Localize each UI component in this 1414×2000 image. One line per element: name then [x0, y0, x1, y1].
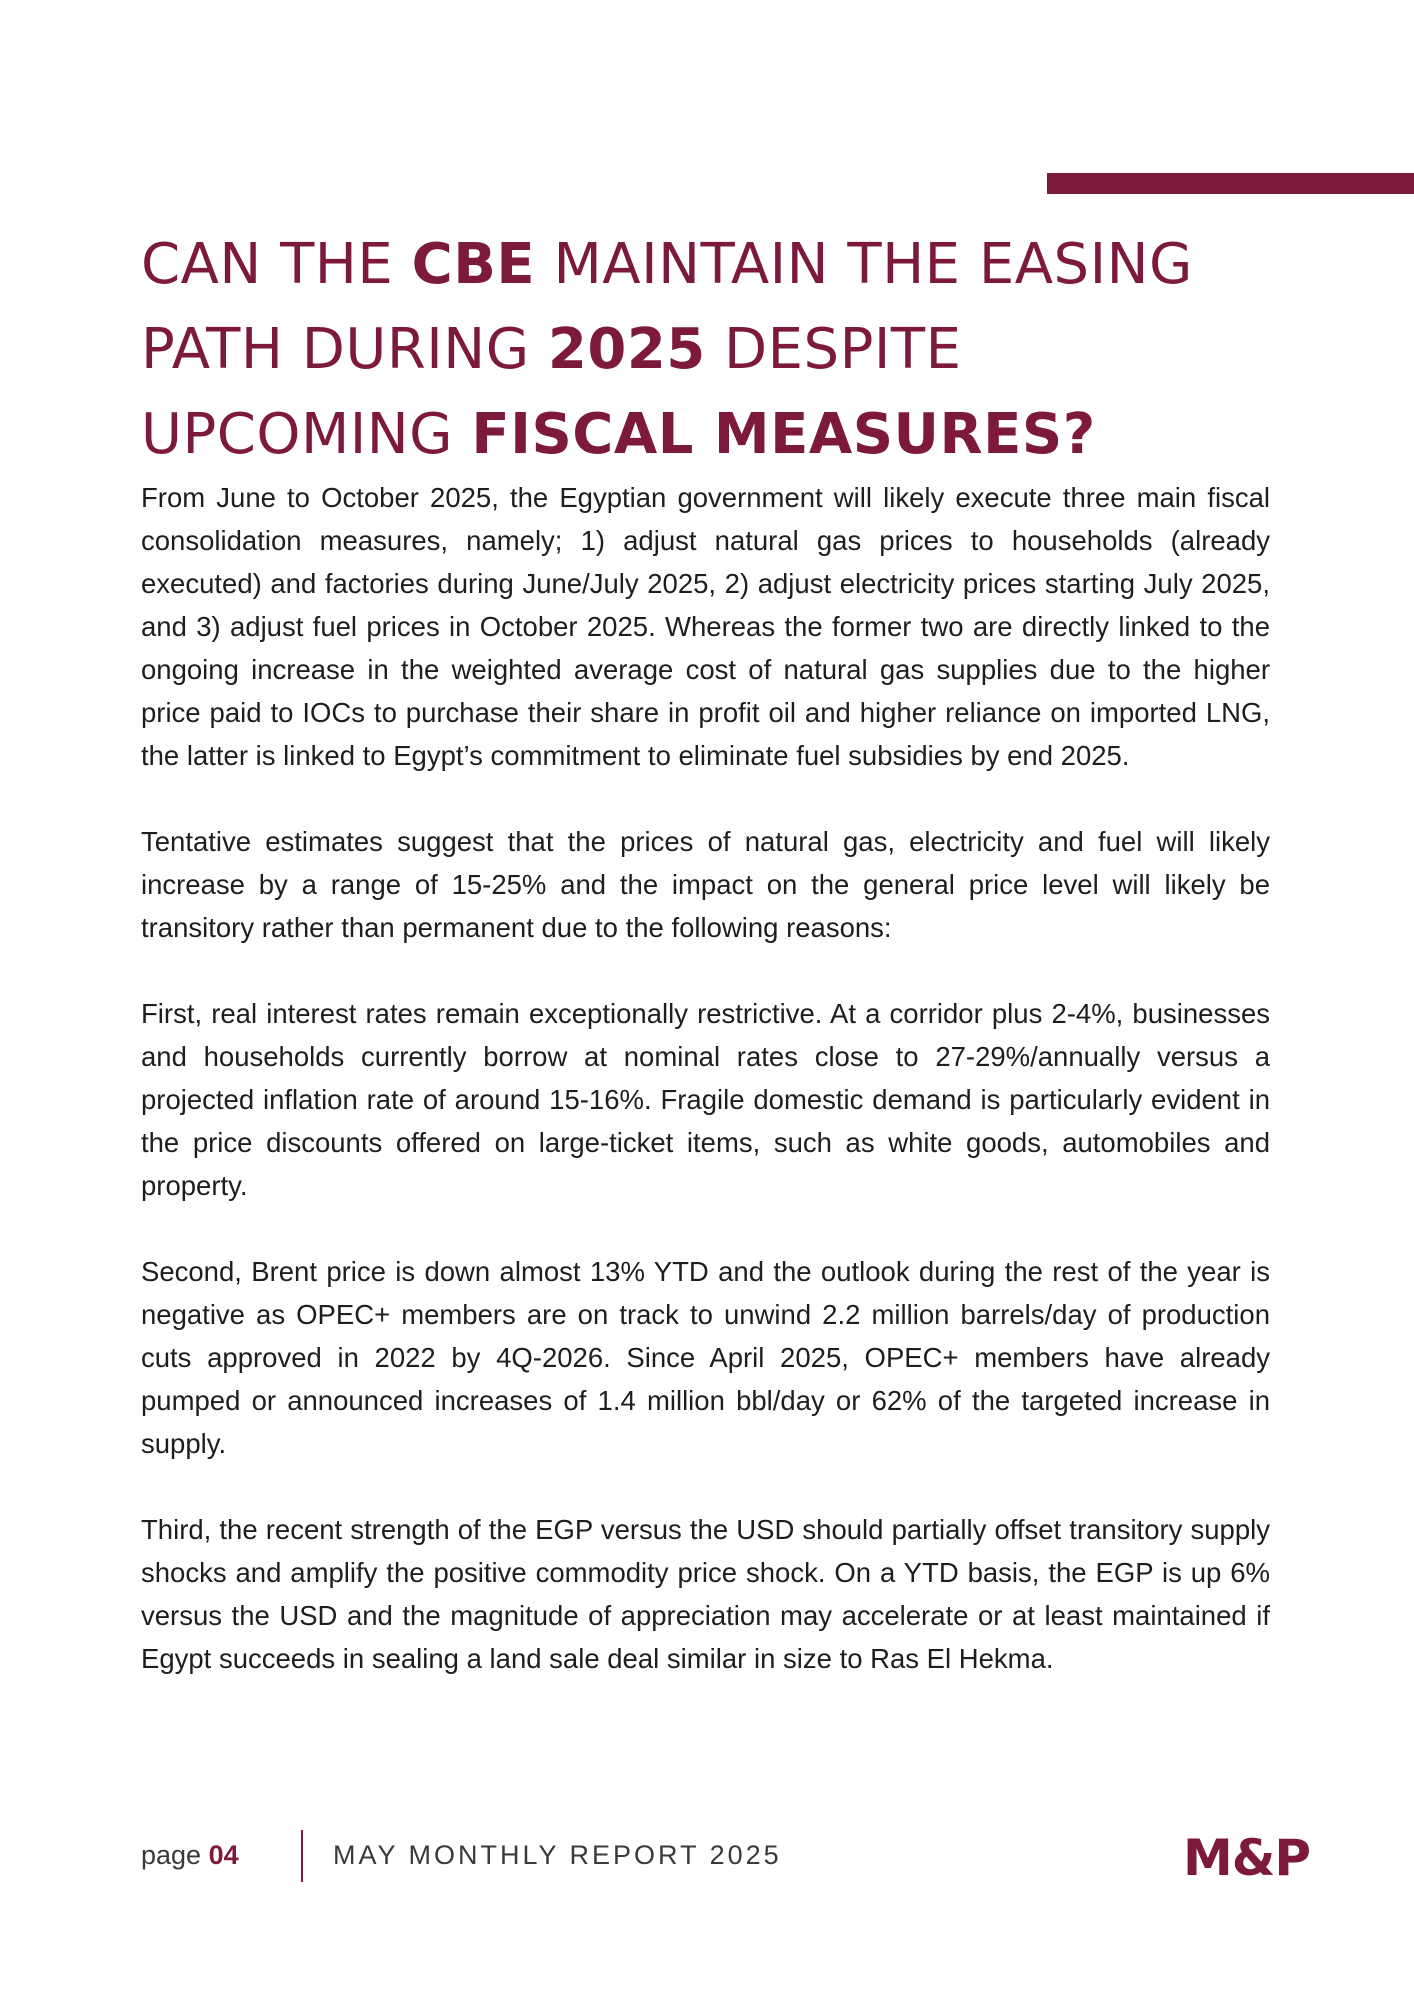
title-bold-cbe: CBE [411, 232, 536, 297]
accent-bar [1047, 173, 1414, 194]
paragraph-egp-strength: Third, the recent strength of the EGP versus the USD should partially offset transitory supply shocks and amplify the positive commodity price shock. On a YTD basis, the EGP is up 6% versus the USD and the magnitude of appreciation may accelerate or at least maintained if Egypt succeeds in sealing a land sale deal similar in size to Ras El Hekma. [141, 1514, 1270, 1674]
paragraph-fiscal-measures: From June to October 2025, the Egyptian government will likely execute three main fiscal consolidation measures, namely; 1) adjust natural gas prices to households (already executed) and factories during June/July 2025, 2) adjust electricity prices starting July 2025, and 3) adjust fuel prices in October 2025. Whereas the former two are directly linked to the ongoing increase in the weighted average cost of natural gas supplies due to the higher price paid to IOCs to purchase their share in profit oil and higher reliance on imported LNG, the latter is linked to Egypt’s commitment to eliminate fuel subsidies by end 2025. [141, 482, 1270, 771]
page-footer [141, 1830, 1359, 1886]
paragraph-brent-price: Second, Brent price is down almost 13% YTD and the outlook during the rest of the year is negative as OPEC+ members are on track to unwind 2.2 million barrels/day of production cuts approved in 2022 by 4Q-2026. Since April 2025, OPEC+ members have already pumped or announced increases of 1.4 million bbl/day or 62% of the targeted increase in supply. [141, 1256, 1270, 1459]
page-number: 04 [208, 1840, 239, 1870]
article-body [141, 476, 1270, 1723]
page-prefix: page [141, 1840, 209, 1870]
company-logo: M&P [1183, 1829, 1311, 1887]
title-text-1: CAN THE [141, 232, 412, 297]
title-bold-fiscal: FISCAL MEASURES? [471, 402, 1096, 467]
title-bold-year: 2025 [547, 317, 706, 382]
report-name: MAY MONTHLY REPORT 2025 [333, 1840, 782, 1870]
page-label [141, 1840, 239, 1871]
page-title [141, 222, 1291, 477]
footer-divider [301, 1830, 303, 1882]
paragraph-price-estimates: Tentative estimates suggest that the prices of natural gas, electricity and fuel will likely increase by a range of 15-25% and the impact on the general price level will likely be transitory rather than permanent due to the following reasons: [141, 826, 1270, 943]
paragraph-interest-rates: First, real interest rates remain exceptionally restrictive. At a corridor plus 2-4%, businesses and households currently borrow at nominal rates close to 27-29%/annually versus a projected inflation rate of around 15-16%. Fragile domestic demand is particularly evident in the price discounts offered on large-ticket items, such as white goods, automobiles and property. [141, 998, 1270, 1201]
title-text-3: DESPITE UPCOMING [141, 317, 962, 467]
title-text-2: MAINTAIN THE EASING PATH DURING [141, 232, 1193, 382]
